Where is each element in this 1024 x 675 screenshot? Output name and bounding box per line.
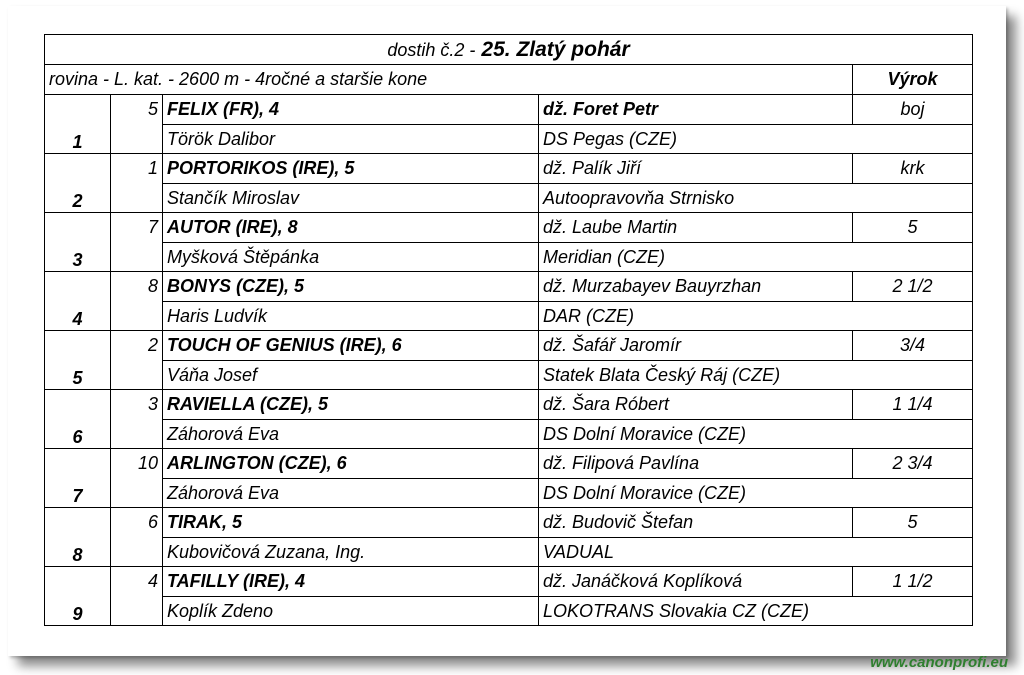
margin-value: 2 1/2	[853, 272, 973, 302]
horse-name: TOUCH OF GENIUS (IRE), 6	[163, 331, 539, 361]
place-number: 7	[45, 449, 111, 508]
number-spacer	[111, 184, 163, 213]
horse-name: TAFILLY (IRE), 4	[163, 567, 539, 597]
result-row-main	[45, 390, 973, 420]
jockey-name: dž. Murzabayev Bauyrzhan	[539, 272, 853, 302]
result-row-sub	[45, 361, 973, 390]
result-row-main	[45, 449, 973, 479]
trainer-name: Váňa Josef	[163, 361, 539, 390]
vyrok-header: Výrok	[853, 65, 973, 95]
start-number: 4	[111, 567, 163, 597]
horse-name: BONYS (CZE), 5	[163, 272, 539, 302]
margin-value: krk	[853, 154, 973, 184]
trainer-name: Török Dalibor	[163, 125, 539, 154]
trainer-name: Záhorová Eva	[163, 420, 539, 449]
jockey-name: dž. Šara Róbert	[539, 390, 853, 420]
margin-value: 5	[853, 508, 973, 538]
owner-name: Statek Blata Český Ráj (CZE)	[539, 361, 973, 390]
owner-name: DS Pegas (CZE)	[539, 125, 973, 154]
trainer-name: Haris Ludvík	[163, 302, 539, 331]
result-row-main	[45, 213, 973, 243]
jockey-name: dž. Foret Petr	[539, 95, 853, 125]
start-number: 1	[111, 154, 163, 184]
jockey-name: dž. Šafář Jaromír	[539, 331, 853, 361]
result-row-sub	[45, 184, 973, 213]
trainer-name: Koplík Zdeno	[163, 597, 539, 626]
jockey-name: dž. Palík Jiří	[539, 154, 853, 184]
race-name: 25. Zlatý pohár	[481, 37, 630, 61]
result-row-sub	[45, 538, 973, 567]
number-spacer	[111, 538, 163, 567]
owner-name: LOKOTRANS Slovakia CZ (CZE)	[539, 597, 973, 626]
margin-value: 1 1/2	[853, 567, 973, 597]
place-number: 8	[45, 508, 111, 567]
results-table	[44, 34, 973, 626]
margin-value: 5	[853, 213, 973, 243]
trainer-name: Záhorová Eva	[163, 479, 539, 508]
result-row-main	[45, 567, 973, 597]
owner-name: DAR (CZE)	[539, 302, 973, 331]
horse-name: RAVIELLA (CZE), 5	[163, 390, 539, 420]
jockey-name: dž. Filipová Pavlína	[539, 449, 853, 479]
trainer-name: Myšková Štěpánka	[163, 243, 539, 272]
trainer-name: Kubovičová Zuzana, Ing.	[163, 538, 539, 567]
trainer-name: Stančík Miroslav	[163, 184, 539, 213]
place-number: 4	[45, 272, 111, 331]
margin-value: 1 1/4	[853, 390, 973, 420]
number-spacer	[111, 125, 163, 154]
result-row-sub	[45, 479, 973, 508]
horse-name: AUTOR (IRE), 8	[163, 213, 539, 243]
margin-value: 3/4	[853, 331, 973, 361]
number-spacer	[111, 420, 163, 449]
owner-name: Autoopravovňa Strnisko	[539, 184, 973, 213]
race-title	[45, 35, 973, 65]
horse-name: TIRAK, 5	[163, 508, 539, 538]
result-row-main	[45, 154, 973, 184]
margin-value: 2 3/4	[853, 449, 973, 479]
result-row-sub	[45, 420, 973, 449]
race-conditions-row	[45, 65, 973, 95]
result-row-main	[45, 272, 973, 302]
place-number: 2	[45, 154, 111, 213]
number-spacer	[111, 302, 163, 331]
start-number: 8	[111, 272, 163, 302]
start-number: 7	[111, 213, 163, 243]
result-row-sub	[45, 125, 973, 154]
number-spacer	[111, 243, 163, 272]
jockey-name: dž. Laube Martin	[539, 213, 853, 243]
owner-name: DS Dolní Moravice (CZE)	[539, 420, 973, 449]
owner-name: VADUAL	[539, 538, 973, 567]
place-number: 5	[45, 331, 111, 390]
result-row-sub	[45, 243, 973, 272]
result-row-main	[45, 95, 973, 125]
place-number: 3	[45, 213, 111, 272]
jockey-name: dž. Budovič Štefan	[539, 508, 853, 538]
race-title-row	[45, 35, 973, 65]
place-number: 9	[45, 567, 111, 626]
result-row-main	[45, 508, 973, 538]
place-number: 6	[45, 390, 111, 449]
place-number: 1	[45, 95, 111, 154]
start-number: 6	[111, 508, 163, 538]
owner-name: Meridian (CZE)	[539, 243, 973, 272]
result-row-sub	[45, 302, 973, 331]
horse-name: FELIX (FR), 4	[163, 95, 539, 125]
owner-name: DS Dolní Moravice (CZE)	[539, 479, 973, 508]
number-spacer	[111, 597, 163, 626]
start-number: 5	[111, 95, 163, 125]
jockey-name: dž. Janáčková Koplíková	[539, 567, 853, 597]
horse-name: ARLINGTON (CZE), 6	[163, 449, 539, 479]
start-number: 10	[111, 449, 163, 479]
number-spacer	[111, 479, 163, 508]
watermark: www.canonprofi.eu	[870, 654, 1008, 671]
start-number: 2	[111, 331, 163, 361]
number-spacer	[111, 361, 163, 390]
result-row-sub	[45, 597, 973, 626]
start-number: 3	[111, 390, 163, 420]
race-conditions: rovina - L. kat. - 2600 m - 4ročné a staršie kone	[45, 65, 853, 95]
race-prefix: dostih č.2 -	[387, 39, 476, 60]
result-row-main	[45, 331, 973, 361]
margin-value: boj	[853, 95, 973, 125]
horse-name: PORTORIKOS (IRE), 5	[163, 154, 539, 184]
